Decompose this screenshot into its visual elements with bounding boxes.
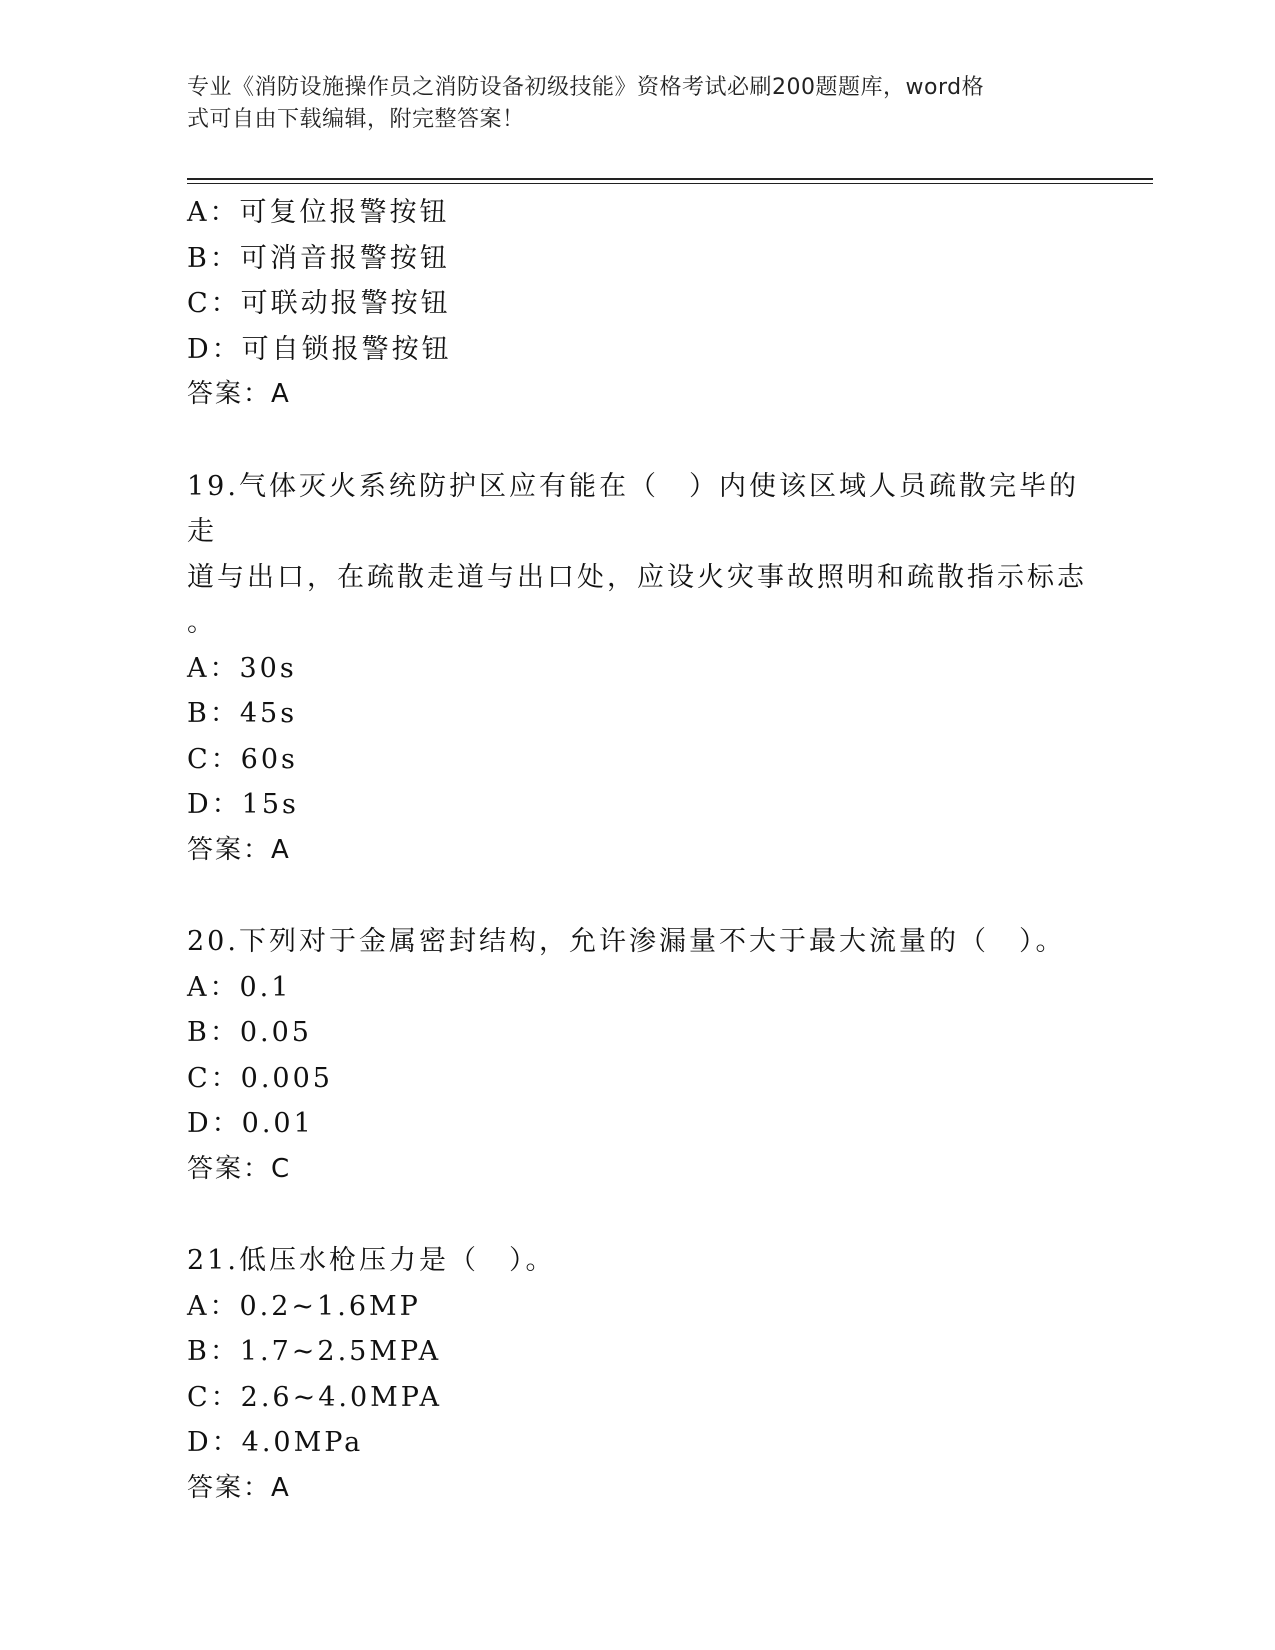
option-a: A：可复位报警按钮 [187,197,450,228]
question-block-19 [187,464,1087,874]
option-b: B：1.7~2.5MPA [187,1336,442,1367]
option-c: C：0.005 [187,1062,333,1094]
question-block-21 [187,1238,1087,1511]
option-a: A：30s [187,652,297,684]
option-d: D：15s [187,789,299,820]
option-b: B：可消音报警按钮 [187,242,450,274]
option-a: A：0.2~1.6MP [187,1290,421,1322]
option-b: B：0.05 [187,1017,312,1048]
option-c: C：2.6~4.0MPA [187,1381,442,1413]
header-line-1: 专业《消防设施操作员之消防设备初级技能》资格考试必刷200题题库，word格 [187,75,985,100]
option-c: C：可联动报警按钮 [187,288,451,319]
option-c: C：60s [187,743,298,775]
header-line-2: 式可自由下载编辑，附完整答案！ [187,107,525,132]
header-rule-thick [187,178,1153,180]
question-text-line: 21.低压水枪压力是（ ）。 [187,1245,556,1276]
question-list [187,190,1087,1511]
question-text-line: 。 [187,607,217,638]
question-text-line: 19.气体灭火系统防护区应有能在（ ）内使该区域人员疏散完毕的走 [187,470,1079,547]
question-block-20 [187,919,1087,1192]
answer-line: 答案：A [187,1472,291,1503]
option-b: B：45s [187,698,298,729]
document-header [187,72,1087,136]
question-text-line: 道与出口，在疏散走道与出口处，应设火灾事故照明和疏散指示标志 [187,561,1087,593]
answer-line: 答案：C [187,1153,292,1184]
answer-line: 答案：A [187,834,291,865]
answer-line: 答案：A [187,379,291,409]
option-d: D：可自锁报警按钮 [187,333,452,365]
option-d: D：0.01 [187,1108,314,1139]
header-rule-thin [187,183,1153,184]
option-a: A：0.1 [187,971,292,1003]
question-text-line: 20.下列对于金属密封结构，允许渗漏量不大于最大流量的（ ）。 [187,926,1066,957]
question-block-18 [187,190,1087,418]
option-d: D：4.0MPa [187,1427,364,1458]
